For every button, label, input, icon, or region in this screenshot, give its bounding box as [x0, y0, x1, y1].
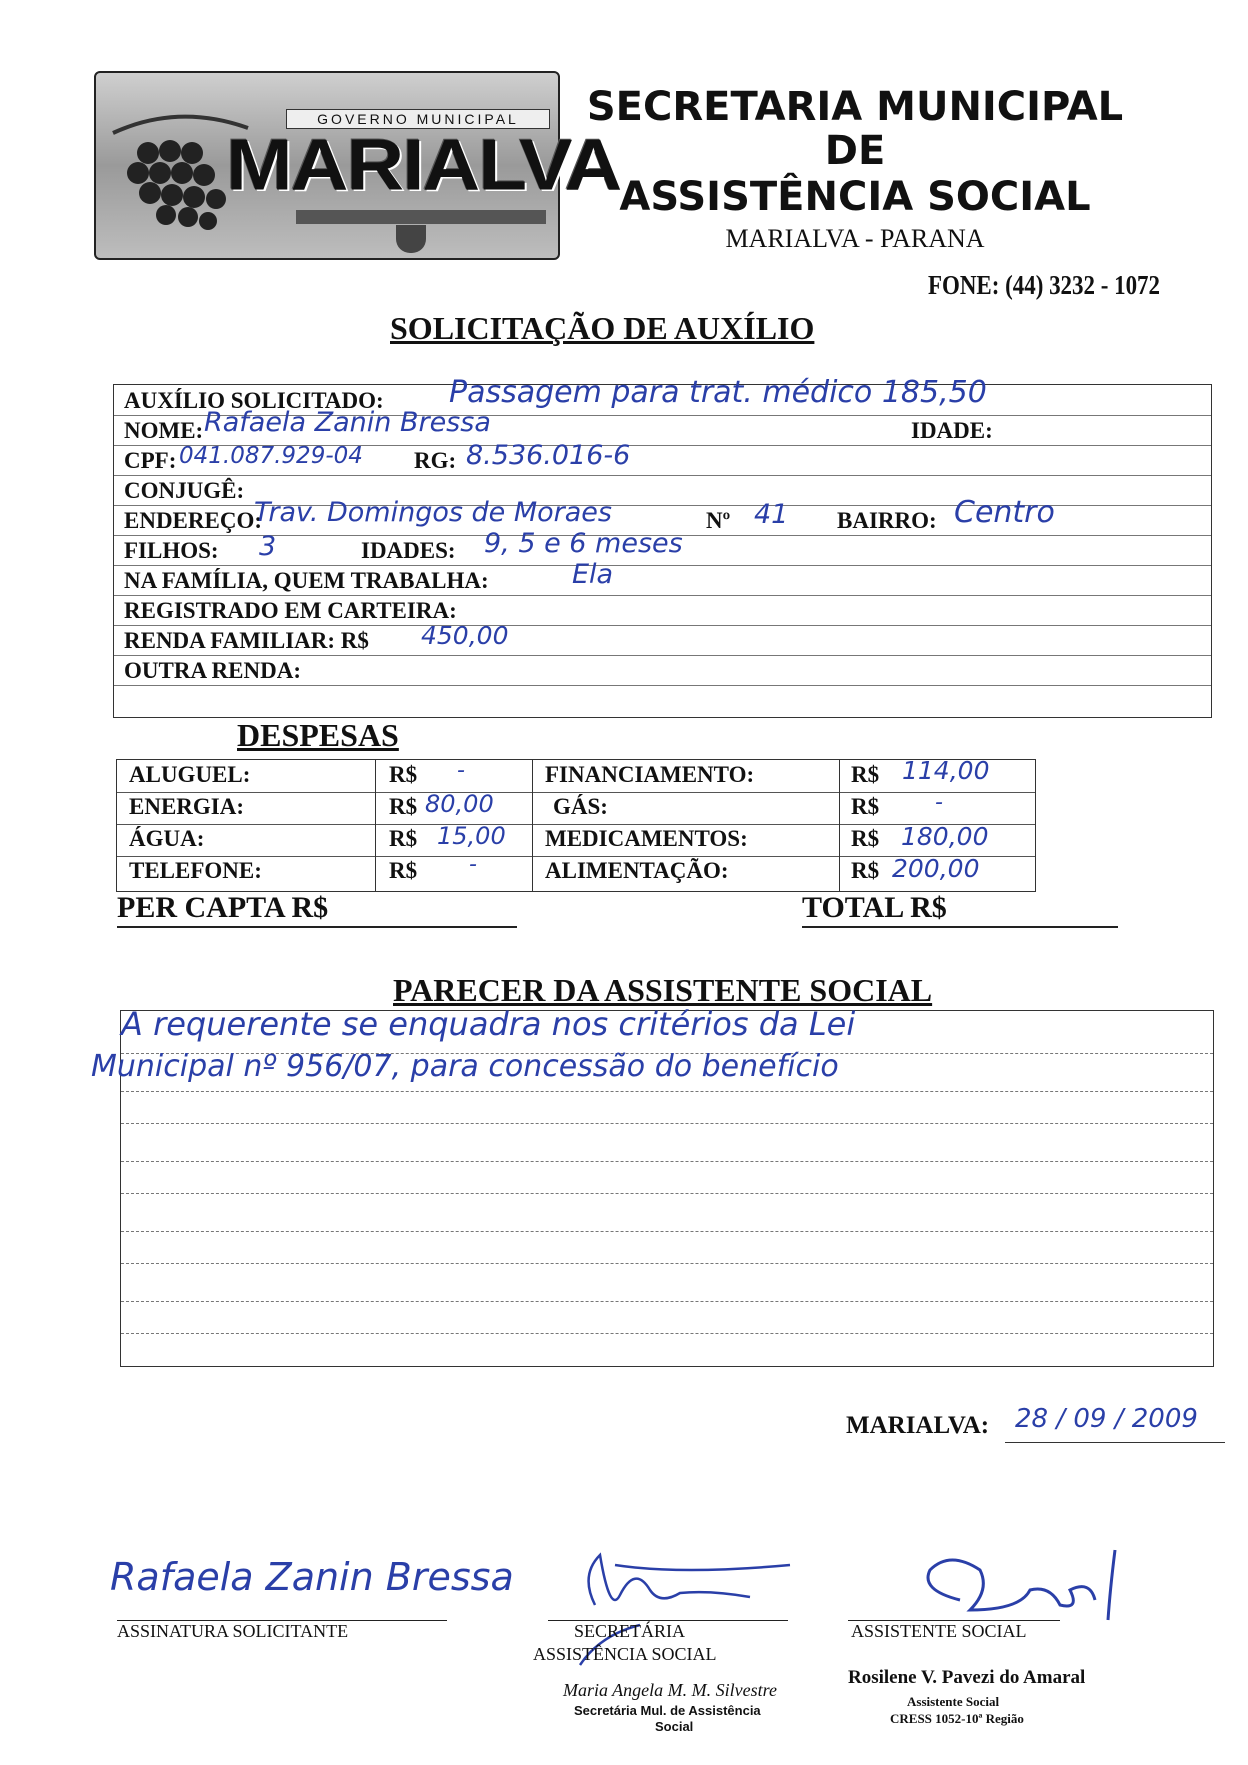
per-capta-label: PER CAPTA R$: [117, 891, 329, 924]
currency-label: R$: [389, 826, 418, 851]
logo-slogan-bar: [296, 210, 546, 224]
numero-value: 41: [754, 499, 789, 530]
idade-label: IDADE:: [911, 418, 993, 443]
bairro-label: BAIRRO:: [837, 508, 937, 533]
filhos-label: FILHOS:: [124, 538, 219, 563]
secretaria-role1: Secretária Mul. de Assistência: [574, 1703, 761, 1718]
assistente-role: Assistente Social: [907, 1694, 1000, 1709]
expense-value: 200,00: [892, 854, 980, 883]
cpf-value: 041.087.929-04: [179, 443, 363, 469]
parecer-line2: Municipal nº 956/07, para concessão do benefício: [91, 1049, 839, 1084]
rg-value: 8.536.016-6: [466, 440, 631, 471]
cpf-label: CPF:: [124, 448, 177, 473]
parecer-box: [91, 1005, 1214, 1367]
renda-label: RENDA FAMILIAR: R$: [124, 628, 369, 653]
expense-value: 114,00: [902, 756, 990, 785]
date-value: 28 / 09 / 2009: [1015, 1404, 1198, 1434]
header-line2: DE: [824, 128, 886, 174]
trabalha-value: Ela: [572, 559, 614, 590]
expense-value: -: [457, 758, 465, 783]
conjuge-label: CONJUGÊ:: [124, 478, 245, 503]
expense-value: -: [469, 852, 477, 877]
currency-label: R$: [851, 762, 880, 787]
bairro-value: Centro: [954, 495, 1055, 530]
expense-value: -: [935, 790, 943, 815]
assistente-cress: CRESS 1052-10ª Região: [890, 1711, 1024, 1726]
header-city: MARIALVA - PARANA: [725, 224, 985, 253]
logo-top-text: GOVERNO MUNICIPAL: [286, 109, 550, 129]
currency-label: R$: [389, 762, 418, 787]
solicitante-label: ASSINATURA SOLICITANTE: [117, 1621, 349, 1641]
expense-value: 15,00: [437, 822, 506, 850]
nome-label: NOME:: [124, 418, 204, 443]
currency-label: R$: [389, 858, 418, 883]
form-title: SOLICITAÇÃO DE AUXÍLIO: [390, 310, 815, 346]
renda-value: 450,00: [421, 621, 509, 650]
endereco-label: ENDEREÇO:: [124, 508, 263, 533]
date-label: MARIALVA:: [846, 1412, 990, 1439]
nome-value: Rafaela Zanin Bressa: [204, 407, 491, 438]
expense-label: ÁGUA:: [129, 826, 205, 851]
expense-value: 180,00: [901, 822, 989, 851]
total-label: TOTAL R$: [802, 891, 947, 924]
date-line: [1005, 1442, 1225, 1443]
carteira-label: REGISTRADO EM CARTEIRA:: [124, 598, 457, 623]
secretaria-name: Maria Angela M. M. Silvestre: [563, 1680, 777, 1700]
expense-label: GÁS:: [553, 794, 608, 819]
idades-value: 9, 5 e 6 meses: [484, 528, 683, 559]
expense-label: TELEFONE:: [129, 858, 262, 883]
expense-label: FINANCIAMENTO:: [545, 762, 755, 787]
secretaria-label1: SECRETÁRIA: [574, 1621, 686, 1641]
currency-label: R$: [851, 826, 880, 851]
despesas-title: DESPESAS: [237, 717, 399, 753]
expenses-table: [116, 756, 1036, 892]
marialva-logo: [94, 71, 621, 260]
currency-label: R$: [851, 794, 880, 819]
rg-label: RG:: [414, 448, 457, 473]
auxilio-value: Passagem para trat. médico 185,50: [449, 375, 987, 410]
crest-icon: [396, 225, 426, 253]
header-phone: FONE: (44) 3232 - 1072: [927, 270, 1160, 300]
total-line: [802, 926, 1118, 928]
parecer-line1: A requerente se enquadra nos critérios da Lei: [121, 1005, 856, 1043]
expense-label: ENERGIA:: [129, 794, 245, 819]
expense-value: 80,00: [425, 790, 494, 818]
logo-name: MARIALVA: [226, 124, 621, 205]
outra-renda-label: OUTRA RENDA:: [124, 658, 301, 683]
secretaria-role2: Social: [655, 1719, 694, 1734]
currency-label: R$: [851, 858, 880, 883]
numero-label: Nº: [706, 508, 731, 533]
trabalha-label: NA FAMÍLIA, QUEM TRABALHA:: [124, 568, 489, 593]
assistente-name: Rosilene V. Pavezi do Amaral: [848, 1667, 1086, 1688]
filhos-value: 3: [259, 531, 277, 562]
parecer-title: PARECER DA ASSISTENTE SOCIAL: [393, 972, 933, 1008]
expense-label: ALIMENTAÇÃO:: [545, 858, 729, 883]
solicitante-signature: Rafaela Zanin Bressa: [110, 1555, 514, 1599]
header-line3: ASSISTÊNCIA SOCIAL: [619, 174, 1091, 220]
per-capta-line: [117, 926, 517, 928]
request-form: [113, 375, 1212, 718]
idades-label: IDADES:: [361, 538, 456, 563]
auxilio-label: AUXÍLIO SOLICITADO:: [124, 388, 384, 413]
expense-label: ALUGUEL:: [129, 762, 251, 787]
assistente-label: ASSISTENTE SOCIAL: [851, 1621, 1027, 1641]
expense-label: MEDICAMENTOS:: [545, 826, 748, 851]
endereco-value: Trav. Domingos de Moraes: [254, 497, 612, 528]
currency-label: R$: [389, 794, 418, 819]
header-line1: SECRETARIA MUNICIPAL: [586, 84, 1124, 130]
secretaria-label2: ASSISTÊNCIA SOCIAL: [533, 1644, 717, 1664]
